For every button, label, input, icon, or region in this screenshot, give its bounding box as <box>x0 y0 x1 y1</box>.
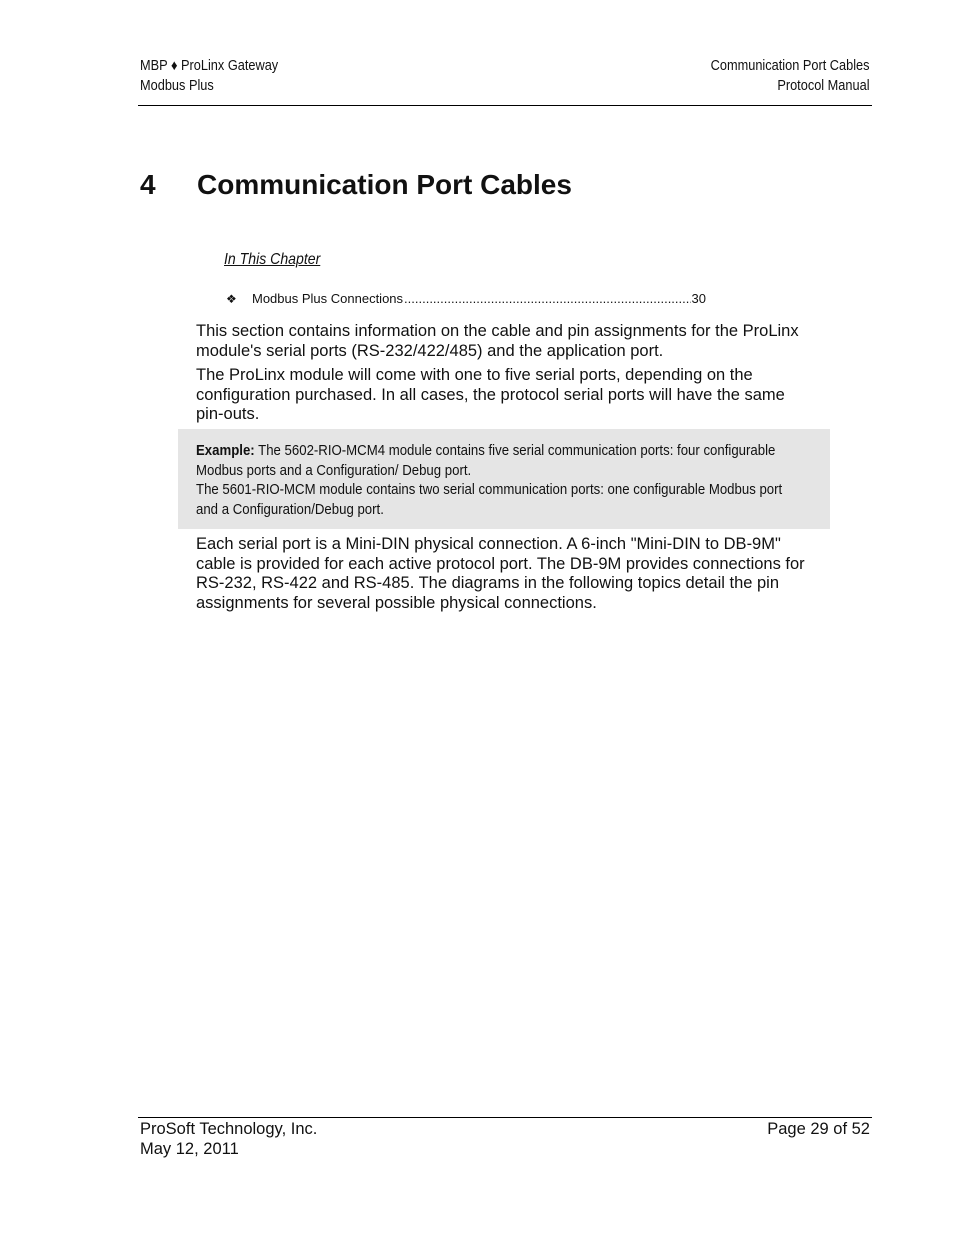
header-divider <box>138 105 872 106</box>
footer-company: ProSoft Technology, Inc. <box>140 1120 318 1138</box>
header-section: Communication Port Cables <box>711 58 870 74</box>
in-this-chapter-heading: In This Chapter <box>224 251 321 268</box>
header-protocol: Modbus Plus <box>140 77 214 94</box>
toc-item-label[interactable]: Modbus Plus Connections <box>252 291 404 306</box>
page-header-right <box>711 57 870 96</box>
chapter-title <box>140 169 572 201</box>
toc-item-page[interactable]: 30 <box>691 291 706 306</box>
body-paragraph-1: This section contains information on the cable and pin assignments for the ProLinx module's serial ports (RS-232/422/485) and the application port. <box>196 322 799 360</box>
footer-page-number: Page 29 of 52 <box>767 1120 870 1138</box>
example-line-2: The 5601-RIO-MCM module contains two serial communication ports: one configurable Modbus port and a Configuration/Debug port. <box>196 481 783 519</box>
example-label: Example: <box>196 442 255 459</box>
diamond-bullet-icon: ❖ <box>226 292 237 306</box>
page-header-left <box>140 57 278 96</box>
footer-date: May 12, 2011 <box>140 1139 239 1158</box>
toc-item[interactable] <box>226 291 706 306</box>
toc-leader-dots <box>404 291 691 306</box>
header-manual: Protocol Manual <box>777 77 870 94</box>
footer-divider <box>138 1117 872 1118</box>
body-paragraph-3: Each serial port is a Mini-DIN physical connection. A 6-inch "Mini-DIN to DB-9M" cable is provided for each active protocol port. The DB-9M provides connections for RS-232, RS-422 and RS-485. The diagrams in the following topics detail the pin assignments for several possible physical connections. <box>196 535 805 613</box>
chapter-number: 4 <box>140 169 156 200</box>
page-footer-left <box>140 1120 317 1159</box>
example-line-1: The 5602-RIO-MCM4 module contains five serial communication ports: four configurable Modbus ports and a Configuration/ Debug port. <box>196 442 776 479</box>
example-text <box>196 441 794 520</box>
page-footer-right <box>767 1120 870 1140</box>
header-product: MBP ♦ ProLinx Gateway <box>140 58 279 74</box>
chapter-title-text: Communication Port Cables <box>197 169 572 200</box>
body-paragraph-2: The ProLinx module will come with one to five serial ports, depending on the configuration purchased. In all cases, the protocol serial ports will have the same pin-outs. <box>196 366 785 424</box>
